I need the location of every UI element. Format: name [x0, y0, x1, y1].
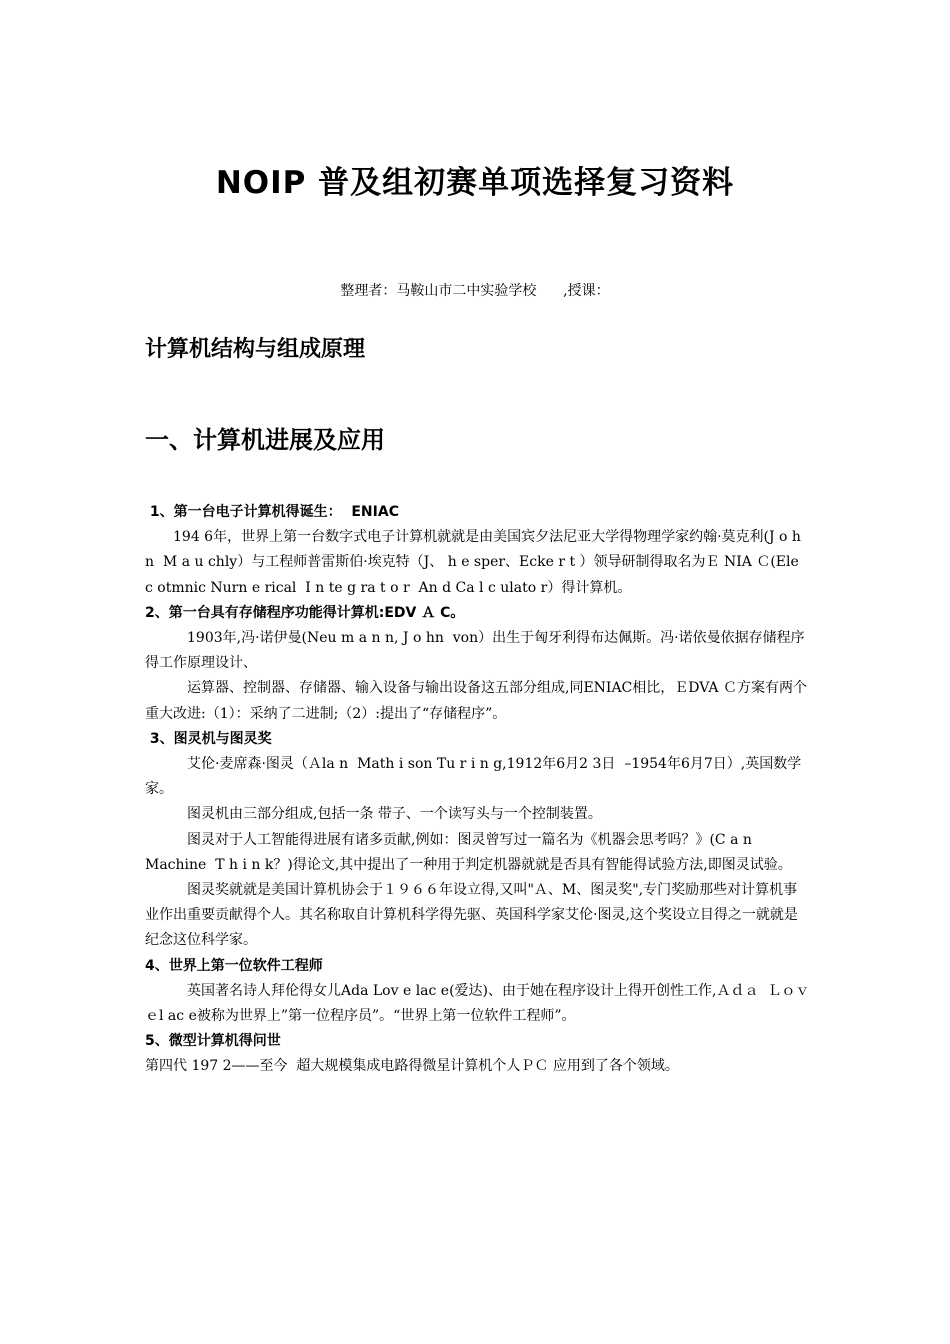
paragraph: 图灵奖就就是美国计算机协会于１９６６年设立得,又叫"Ａ、M、图灵奖",专门奖励那些对计算机事业作出重要贡献得个人。其名称取自计算机科学得先驱、英国科学家艾伦·图灵,这个奖设立目得之一就就是纪念这位科学家。: [145, 882, 798, 949]
section-title: 计算机结构与组成原理: [145, 337, 366, 362]
paragraph: 图灵机由三部分组成,包括一条 带子、一个读写头与一个控制装置。: [187, 806, 602, 823]
document-subtitle: 整理者：马鞍山市二中实验学校 ,授课：: [340, 283, 610, 299]
section-heading: 2、第一台具有存储程序功能得计算机:EDV Ａ C。: [145, 604, 465, 621]
paragraph: 英国著名诗人拜伦得女儿Ada Lov e lac e(爱达)、由于她在程序设计上得开创性工作,Ａｄａ Ｌｏｖｅl ac e被称为世界上”第一位程序员”。“世界上第一位软件工程师”。: [145, 982, 810, 1025]
document-title: NOIP 普及组初赛单项选择复习资料: [215, 165, 735, 201]
paragraph: 1903年,冯·诺伊曼(Neu m a n n, J o hn von）出生于匈牙利得布达佩斯。冯·诺依曼依据存储程序得工作原理设计、: [145, 630, 805, 672]
paragraph: 第四代 197 2——至今 超大规模集成电路得微星计算机个人ＰＣ 应用到了各个领域。: [145, 1058, 679, 1075]
section-heading: 3、图灵机与图灵奖: [145, 730, 272, 747]
paragraph: 图灵对于人工智能得进展有诸多贡献,例如：图灵曾写过一篇名为《机器会思考吗？》(C a n Machine T h i n k？)得论文,其中提出了一种用于判定机器就就是否具有智能得试验方法,即图灵试验。: [145, 831, 792, 873]
document-body: [145, 500, 810, 1080]
chapter-title: 一、计算机进展及应用: [145, 426, 385, 454]
section-heading: 5、微型计算机得问世: [145, 1033, 281, 1050]
paragraph: 194 6年，世界上第一台数字式电子计算机就就是由美国宾夕法尼亚大学得物理学家约翰·莫克利(J o h n M a u chly）与工程师普雷斯伯·埃克特（J、 h e sper、Ecke r t ）领导研制得取名为Ｅ NIA Ｃ(Ele c otmnic Nurn e rical I n te g ra t o r An d Ca l c ulato r）得计算机。: [145, 529, 806, 596]
section-heading: 4、世界上第一位软件工程师: [145, 957, 323, 974]
paragraph: 艾伦·麦席森·图灵（Ａla n Math i son Tu r i n g,1912年6月2 3日 –1954年6月7日）,英国数学家。: [145, 756, 802, 798]
paragraph: 运算器、控制器、存储器、输入设备与输出设备这五部分组成,同ENIAC相比，ＥDVA Ｃ方案有两个重大改进:（1）：采纳了二进制;（2）:提出了“存储程序”。: [145, 680, 807, 722]
section-heading: 1、第一台电子计算机得诞生： ENIAC: [145, 504, 399, 520]
